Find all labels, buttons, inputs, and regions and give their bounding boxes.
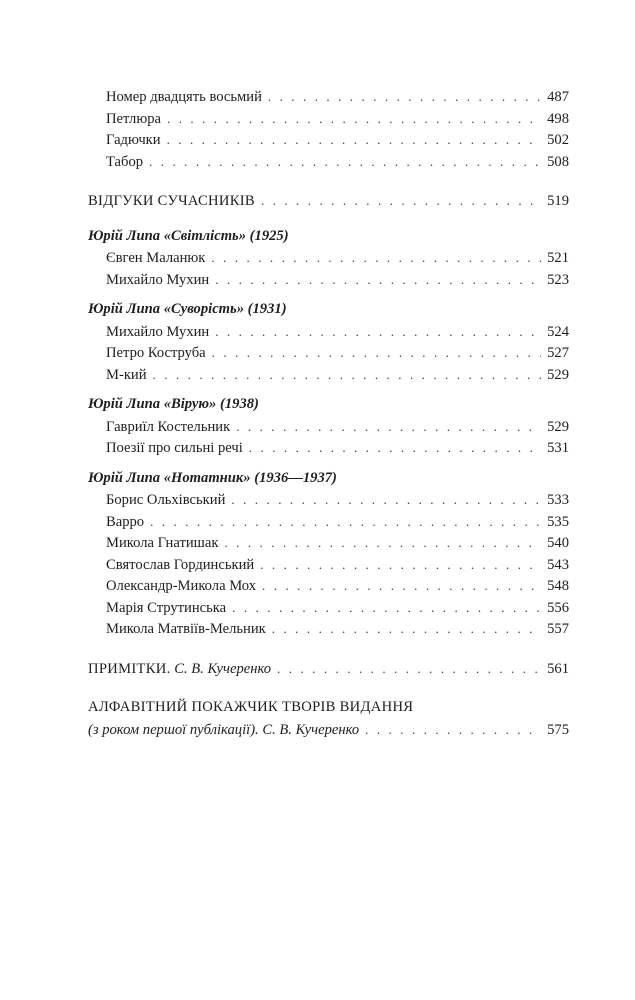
toc-entry[interactable] (88, 437, 569, 459)
dot-leader (261, 190, 541, 212)
entry-title: Табор (106, 153, 144, 170)
dot-leader (268, 86, 541, 108)
entry-title: Марія Струтинська (106, 599, 227, 616)
dot-leader (260, 554, 541, 576)
dot-leader (231, 489, 541, 511)
toc-entry[interactable] (88, 151, 569, 173)
entry-page: 557 (547, 621, 569, 637)
toc-entry[interactable] (88, 269, 569, 291)
toc-entry[interactable] (88, 597, 569, 619)
entry-page: 487 (547, 89, 569, 105)
toc-entry[interactable] (88, 489, 569, 511)
entry-page: 523 (547, 271, 569, 288)
table-of-contents (88, 86, 569, 740)
entry-title: Петлюра (106, 110, 161, 127)
toc-entry[interactable] (88, 554, 569, 576)
entry-title: Номер двадцять восьмий (106, 89, 262, 105)
toc-entry[interactable] (88, 511, 569, 533)
dot-leader (212, 342, 541, 364)
entry-title: Святослав Гординський (106, 556, 255, 573)
entry-title: М-кий (106, 366, 147, 383)
entry-page: 543 (547, 556, 569, 573)
entry-title: Олександр-Микола Мох (106, 578, 257, 594)
dot-leader (272, 618, 541, 640)
dot-leader (215, 321, 541, 343)
section-page: 575 (547, 721, 569, 738)
dot-leader (149, 151, 541, 173)
group-heading: Юрій Липа «Суворість» (1931) (88, 301, 287, 317)
dot-leader (150, 511, 541, 533)
spacer (88, 640, 569, 658)
section-title-wrap (88, 659, 271, 681)
entry-title: Поезії про сильні речі (106, 440, 243, 456)
toc-section-notes[interactable] (88, 658, 569, 680)
entry-page: 524 (547, 323, 569, 340)
dot-leader (232, 597, 541, 619)
entry-title: Євген Маланюк (106, 250, 206, 266)
toc-entry[interactable] (88, 575, 569, 597)
toc-entry[interactable] (88, 342, 569, 364)
toc-entry[interactable] (88, 532, 569, 554)
entry-page: 521 (547, 250, 569, 266)
entry-page: 502 (547, 132, 569, 148)
dot-leader (167, 129, 542, 151)
spacer (88, 290, 569, 299)
section-page: 561 (547, 660, 569, 677)
entry-title: Михайло Мухин (106, 271, 210, 288)
dot-leader (167, 108, 541, 130)
spacer (88, 172, 569, 190)
toc-entry[interactable] (88, 364, 569, 386)
entry-title: Микола Гнатишак (106, 535, 219, 551)
entry-page: 508 (547, 153, 569, 170)
section-title-line1[interactable]: АЛФАВІТНИЙ ПОКАЖЧИК ТВОРІВ ВИДАННЯ (88, 699, 414, 715)
toc-section-reviews[interactable] (88, 190, 569, 212)
section-title: ВІДГУКИ СУЧАСНИКІВ (88, 193, 255, 209)
dot-leader (249, 437, 541, 459)
entry-page: 531 (547, 440, 569, 456)
entry-page: 529 (547, 418, 569, 435)
spacer (88, 212, 569, 226)
entry-title: Варро (106, 513, 145, 530)
spacer (88, 679, 569, 697)
toc-entry[interactable] (88, 416, 569, 438)
section-title: ПРИМІТКИ. (88, 660, 171, 677)
toc-entry[interactable] (88, 108, 569, 130)
dot-leader (262, 575, 541, 597)
toc-entry[interactable] (88, 321, 569, 343)
group-heading: Юрій Липа «Світлість» (1925) (88, 227, 289, 244)
group-heading: Юрій Липа «Нотатник» (1936—1937) (88, 469, 337, 486)
dot-leader (277, 658, 541, 680)
entry-page: 548 (547, 578, 569, 594)
spacer (88, 459, 569, 468)
toc-entry[interactable] (88, 618, 569, 640)
toc-section-index[interactable] (88, 719, 569, 741)
entry-title: Петро Коструба (106, 345, 206, 361)
dot-leader (236, 416, 541, 438)
toc-entry[interactable] (88, 247, 569, 269)
entry-title: Михайло Мухин (106, 323, 210, 340)
entry-page: 498 (547, 110, 569, 127)
section-page: 519 (547, 193, 569, 209)
entry-page: 529 (547, 366, 569, 383)
entry-page: 535 (547, 513, 569, 530)
entry-title: Борис Ольхівський (106, 492, 226, 508)
entry-page: 556 (547, 599, 569, 616)
dot-leader (215, 269, 541, 291)
entry-title: Гавриїл Костельник (106, 418, 231, 435)
dot-leader (211, 247, 541, 269)
section-author: С. В. Кучеренко (174, 660, 272, 677)
entry-page: 527 (547, 345, 569, 361)
spacer (88, 385, 569, 394)
entry-page: 533 (547, 492, 569, 508)
entry-title: Гадючки (106, 132, 161, 148)
dot-leader (365, 719, 541, 741)
entry-page: 540 (547, 535, 569, 551)
section-title-line2: (з роком першої публікації). С. В. Кучеренко (88, 721, 360, 738)
toc-entry[interactable] (88, 86, 569, 108)
entry-title: Микола Матвіїв-Мельник (106, 621, 266, 637)
group-heading: Юрій Липа «Вірую» (1938) (88, 396, 259, 412)
dot-leader (153, 364, 542, 386)
dot-leader (224, 532, 541, 554)
toc-entry[interactable] (88, 129, 569, 151)
